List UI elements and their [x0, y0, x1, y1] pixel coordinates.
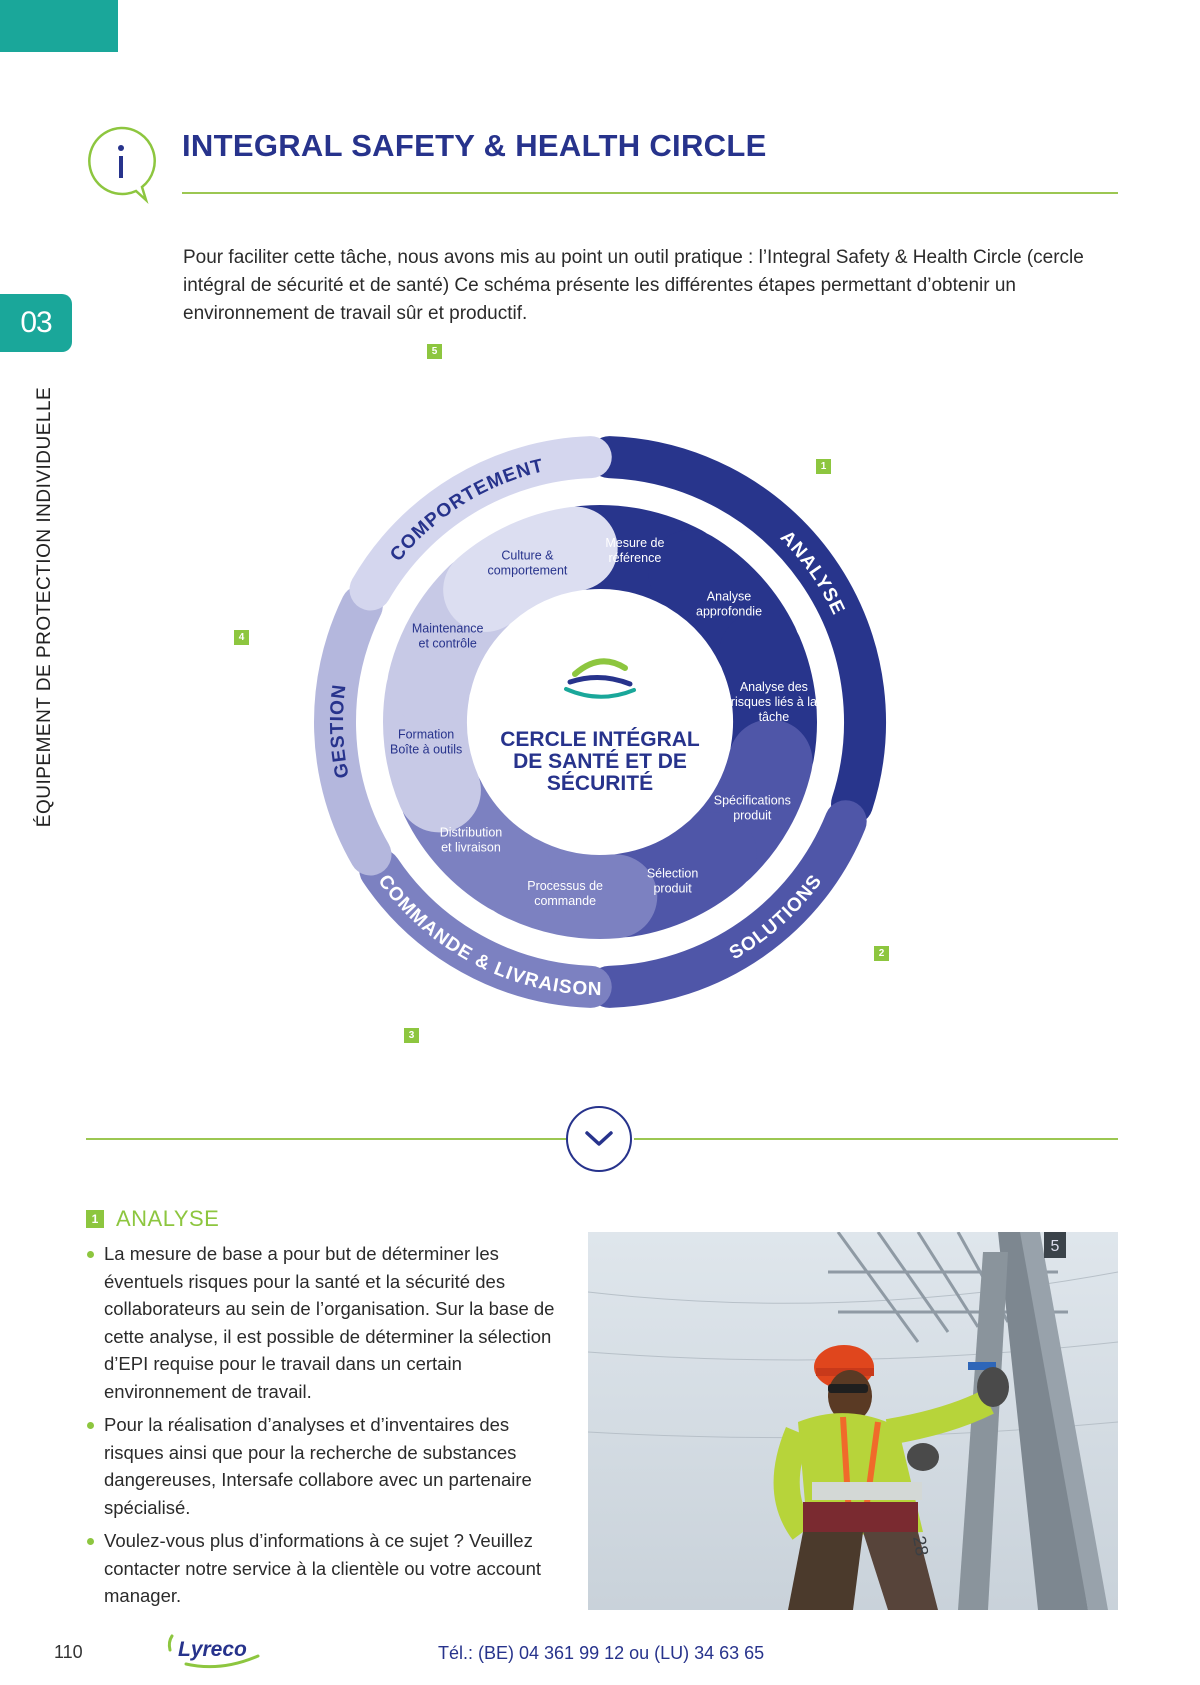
step-label: Processus de commande [527, 878, 603, 908]
step-label: Distribution et livraison [439, 825, 503, 855]
bullet-item: Voulez-vous plus d’informations à ce sujet ? Veuillez contacter notre service à la clientèle ou votre account manager. [86, 1527, 566, 1610]
center-title-line-1: CERCLE INTÉGRAL [500, 728, 700, 751]
phase-label-4: GESTION [326, 682, 354, 780]
chapter-number-tab: 03 [0, 294, 72, 352]
brand-name: Lyreco [178, 1638, 247, 1661]
step-label: Mesure de référence [605, 536, 665, 566]
center-title-line-2: DE SANTÉ ET DE [513, 750, 687, 773]
title-underline [182, 192, 1118, 194]
page-number: 110 [54, 1642, 83, 1662]
phase-badge-5: 5 [427, 344, 442, 359]
diagram-center [500, 661, 700, 795]
step-label: Analyse des risques liés à la tâche [730, 680, 817, 725]
intro-paragraph: Pour faciliter cette tâche, nous avons mis au point un outil pratique : l’Integral Safety & Health Circle (cercle intégral de sécurité et de santé) Ce schéma présente les différentes étapes permettant d’obtenir un environnement de travail sûr et productif. [183, 247, 1084, 324]
phase-label-3: COMMANDE & LIVRAISON [373, 870, 603, 1001]
analysis-bullet-list [86, 1240, 566, 1616]
phase-label-5: COMPORTEMENT [386, 455, 547, 566]
safety-circle-diagram [230, 352, 970, 1092]
phase-badge-2: 2 [874, 946, 889, 961]
chapter-side-title [28, 368, 62, 846]
step-label: Spécifications produit [713, 793, 791, 823]
pole-tag-number: 28 [909, 1534, 933, 1558]
center-title-line-3: SÉCURITÉ [546, 772, 654, 795]
bullet-item: La mesure de base a pour but de déterminer les éventuels risques pour la santé et la sécurité des collaborateurs au sein de l’organisation. Sur la base de cette analyse, il est possible de déterminer la sélection d’EPI requise pour le travail dans un certain environnement de travail. [86, 1240, 566, 1405]
phase-badge-1: 1 [816, 459, 831, 474]
section-heading [86, 1206, 219, 1232]
phase-label-2: SOLUTIONS [725, 870, 827, 965]
step-ring [390, 536, 817, 908]
phase-label-1: ANALYSE [775, 526, 849, 619]
divider-left [86, 1138, 566, 1140]
phase-badge-3: 3 [404, 1028, 419, 1043]
footer-phone: Tél.: (BE) 04 361 99 12 ou (LU) 34 63 65 [438, 1643, 765, 1663]
step-label: Analyse approfondie [696, 589, 763, 619]
step-label: Sélection produit [646, 866, 699, 896]
pole-number: 5 [1050, 1238, 1060, 1255]
bullet-item: Pour la réalisation d’analyses et d’inventaires des risques ainsi que pour la recherche de substances dangereuses, Intersafe collabore avec un partenaire spécialisé. [86, 1411, 566, 1521]
chapter-side-title-text: ÉQUIPEMENT DE PROTECTION INDIVIDUELLE [34, 386, 56, 828]
step-label: Maintenance et contrôle [411, 621, 484, 651]
scroll-down-button[interactable] [566, 1106, 632, 1172]
top-color-tab [0, 0, 118, 52]
page-title: INTEGRAL SAFETY & HEALTH CIRCLE [182, 128, 767, 163]
worker-photo [588, 1232, 1118, 1610]
phase-badge-4: 4 [234, 630, 249, 645]
info-icon [84, 124, 158, 204]
divider-right [634, 1138, 1118, 1140]
section-title: ANALYSE [116, 1206, 220, 1231]
circle-logo-icon [566, 661, 634, 696]
step-label: Formation Boîte à outils [389, 727, 463, 757]
chevron-down-icon [584, 1129, 614, 1149]
lyreco-logo [166, 1628, 266, 1672]
step-label: Culture & comportement [487, 548, 568, 578]
section-number-badge: 1 [86, 1210, 104, 1228]
